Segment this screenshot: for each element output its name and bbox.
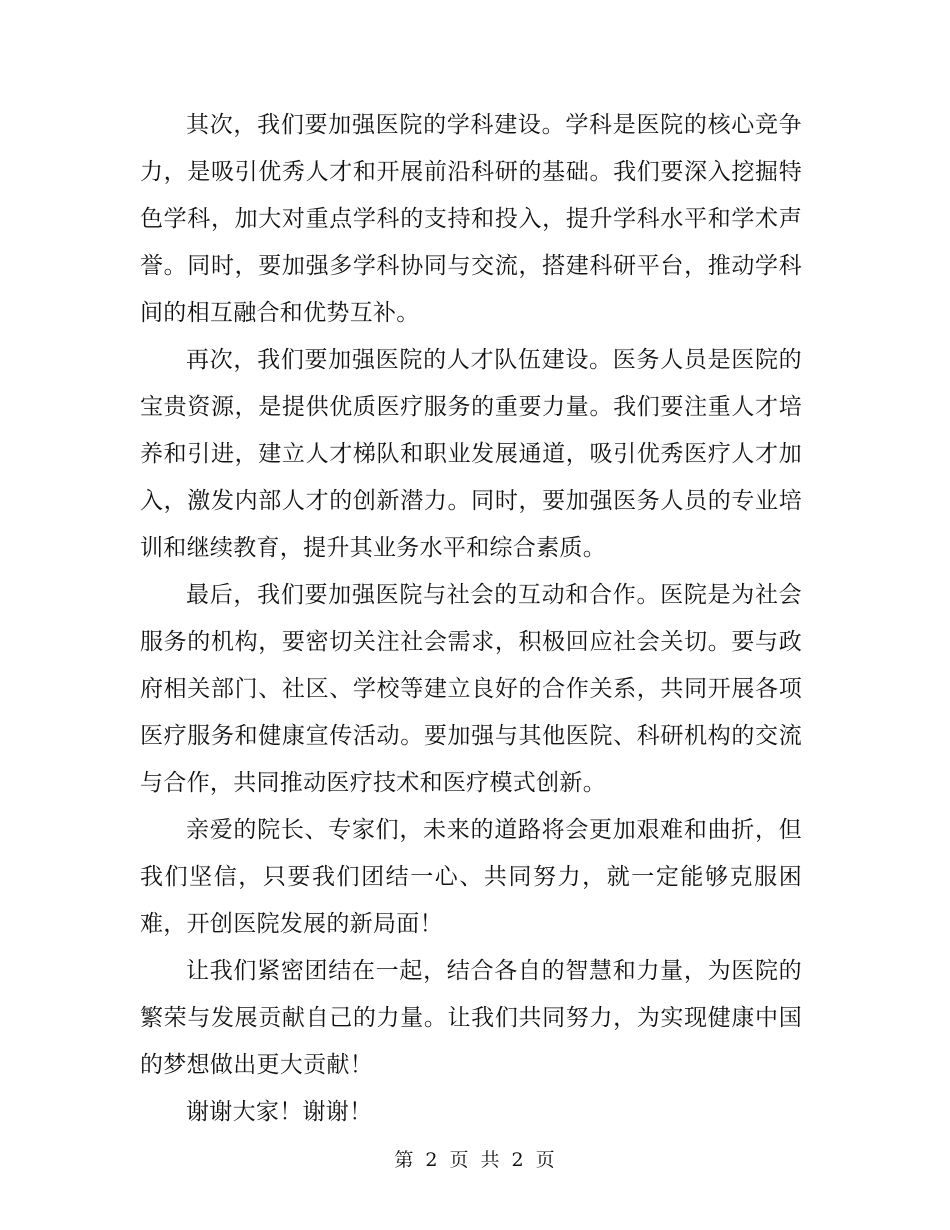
paragraph-address-to-leaders: 亲爱的院长、专家们，未来的道路将会更加艰难和曲折，但我们坚信，只要我们团结一心、共同努力，就一定能够克服困难，开创医院发展的新局面！ — [140, 817, 802, 937]
paragraph-talent-building: 再次，我们要加强医院的人才队伍建设。医务人员是医院的宝贵资源，是提供优质医疗服务的重要力量。我们要注重人才培养和引进，建立人才梯队和职业发展通道，吸引优秀医疗人才加入，激发内部人才的创新潜力。同时，要加强医务人员的专业培训和继续教育，提升其业务水平和综合素质。 — [140, 347, 802, 561]
document-body — [140, 102, 802, 1136]
paragraph-thanks: 谢谢大家！谢谢！ — [186, 1099, 373, 1125]
paragraph-social-cooperation: 最后，我们要加强医院与社会的互动和合作。医院是为社会服务的机构，要密切关注社会需求，积极回应社会关切。要与政府相关部门、社区、学校等建立良好的合作关系，共同开展各项医疗服务和健康宣传活动。要加强与其他医院、科研机构的交流与合作，共同推动医疗技术和医疗模式创新。 — [140, 582, 802, 796]
page-number-footer: 第 2 页 共 2 页 — [394, 1149, 556, 1171]
paragraph-discipline-building: 其次，我们要加强医院的学科建设。学科是医院的核心竞争力，是吸引优秀人才和开展前沿科研的基础。我们要深入挖掘特色学科，加大对重点学科的支持和投入，提升学科水平和学术声誉。同时，要加强多学科协同与交流，搭建科研平台，推动学科间的相互融合和优势互补。 — [140, 112, 802, 326]
paragraph-call-to-unite: 让我们紧密团结在一起，结合各自的智慧和力量，为医院的繁荣与发展贡献自己的力量。让我们共同努力，为实现健康中国的梦想做出更大贡献！ — [140, 958, 802, 1078]
